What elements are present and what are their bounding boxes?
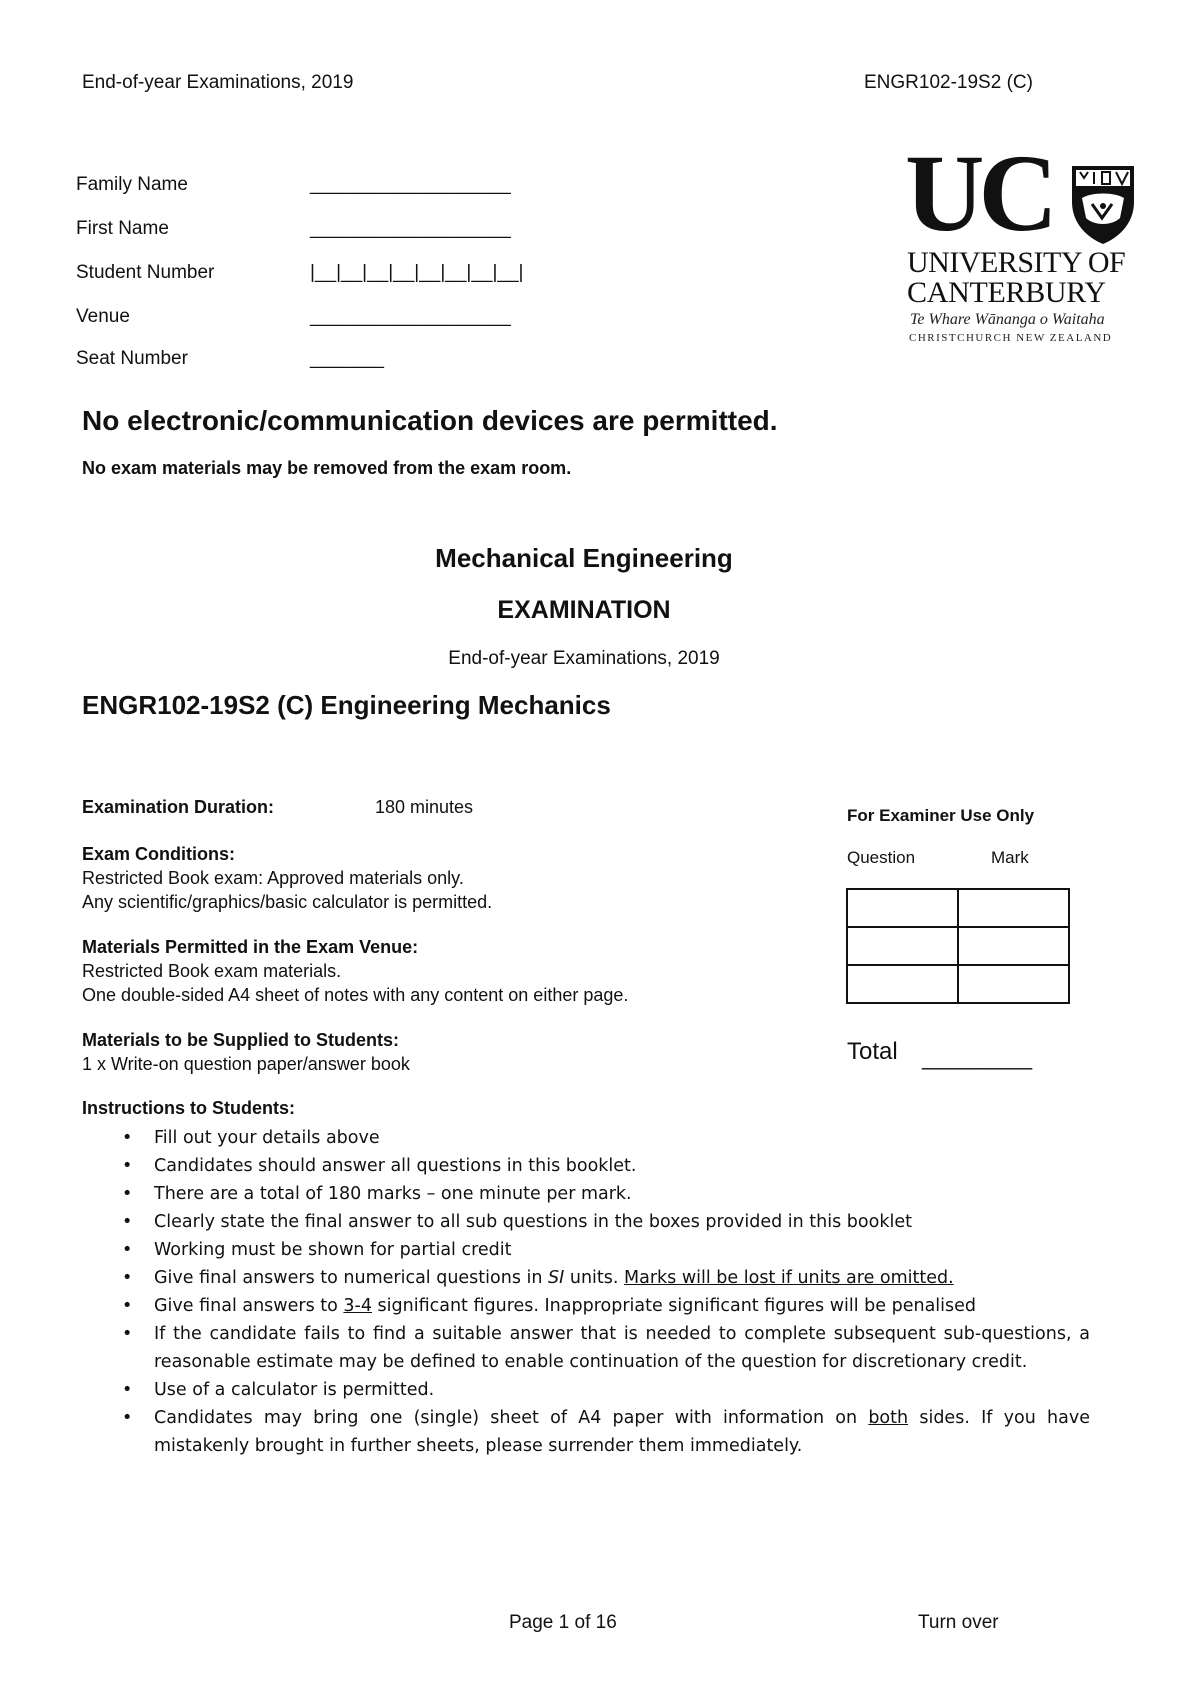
student-number-label: Student Number bbox=[76, 262, 215, 283]
bullet-icon: • bbox=[122, 1324, 133, 1344]
permitted-section bbox=[82, 935, 628, 1007]
duration-label: Examination Duration: bbox=[82, 797, 275, 817]
question-cell bbox=[847, 965, 958, 1003]
conditions-section bbox=[82, 842, 492, 914]
question-cell bbox=[847, 889, 958, 927]
conditions-line: Any scientific/graphics/basic calculator is permitted. bbox=[82, 892, 493, 912]
student-number-field: |__|__|__|__|__|__|__|__| bbox=[310, 262, 524, 283]
university-logo bbox=[905, 132, 1145, 350]
question-column-header: Question bbox=[847, 848, 916, 867]
supplied-label: Materials to be Supplied to Students: bbox=[82, 1030, 400, 1050]
bullet-icon: • bbox=[122, 1268, 133, 1288]
permitted-line: Restricted Book exam materials. bbox=[82, 961, 342, 981]
list-item bbox=[122, 1124, 1090, 1152]
family-name-field: ___________________ bbox=[310, 174, 511, 195]
list-item bbox=[122, 1236, 1090, 1264]
bullet-icon: • bbox=[122, 1296, 133, 1316]
list-item bbox=[122, 1152, 1090, 1180]
total-line: _________ bbox=[922, 1045, 1033, 1070]
course-title: ENGR102-19S2 (C) Engineering Mechanics bbox=[82, 690, 611, 720]
instruction-text: significant figures. Inappropriate significant figures will be penalised bbox=[371, 1296, 977, 1316]
bullet-icon: • bbox=[122, 1128, 133, 1148]
bullet-icon: • bbox=[122, 1380, 133, 1400]
seat-number-label: Seat Number bbox=[76, 348, 188, 369]
table-row bbox=[847, 927, 1069, 965]
list-item bbox=[122, 1320, 1090, 1376]
permitted-line: One double-sided A4 sheet of notes with any content on either page. bbox=[82, 985, 629, 1005]
si-unit-text: SI bbox=[548, 1268, 565, 1288]
bullet-icon: • bbox=[122, 1212, 133, 1232]
list-item bbox=[122, 1264, 1090, 1292]
conditions-line: Restricted Book exam: Approved materials only. bbox=[82, 868, 464, 888]
venue-label: Venue bbox=[76, 306, 130, 327]
units-warning: Marks will be lost if units are omitted. bbox=[624, 1268, 954, 1288]
total-label: Total bbox=[847, 1038, 898, 1065]
devices-notice: No electronic/communication devices are permitted. bbox=[82, 405, 778, 436]
permitted-label: Materials Permitted in the Exam Venue: bbox=[82, 937, 419, 957]
logo-line-canterbury: CANTERBURY bbox=[907, 276, 1106, 309]
turn-over: Turn over bbox=[918, 1612, 999, 1633]
list-item bbox=[122, 1292, 1090, 1320]
instruction-text: units. bbox=[564, 1268, 625, 1288]
first-name-label: First Name bbox=[76, 218, 169, 239]
supplied-section bbox=[82, 1028, 410, 1076]
venue-field: ___________________ bbox=[310, 306, 511, 327]
list-item bbox=[122, 1404, 1090, 1460]
instruction-text: sides. If you have mistakenly brought in further sheets, please surrender them immediately. bbox=[154, 1408, 1090, 1456]
mark-column-header: Mark bbox=[991, 848, 1029, 867]
crest-icon bbox=[1068, 162, 1138, 246]
bullet-icon: • bbox=[122, 1240, 133, 1260]
both-sides-emphasis: both bbox=[868, 1408, 909, 1428]
instruction-text: Fill out your details above bbox=[154, 1128, 380, 1148]
header-session: End-of-year Examinations, 2019 bbox=[82, 72, 354, 93]
instruction-text: If the candidate fails to find a suitable answer that is needed to complete subsequent sub-questions, a reasonable estimate may be defined to enable continuation of the question for discretionary credit. bbox=[154, 1324, 1090, 1372]
logo-maori-name: Te Whare Wānanga o Waitaha bbox=[910, 311, 1105, 328]
table-row bbox=[847, 889, 1069, 927]
sig-fig-range: 3-4 bbox=[343, 1296, 372, 1316]
instruction-text: There are a total of 180 marks – one minute per mark. bbox=[154, 1184, 632, 1204]
logo-line-university: UNIVERSITY OF bbox=[907, 246, 1126, 279]
instruction-text: Give final answers to numerical questions in bbox=[154, 1268, 549, 1288]
instruction-text: Candidates may bring one (single) sheet of A4 paper with information on bbox=[154, 1408, 869, 1428]
department-title: Mechanical Engineering bbox=[435, 543, 733, 573]
family-name-label: Family Name bbox=[76, 174, 188, 195]
bullet-icon: • bbox=[122, 1184, 133, 1204]
instruction-text: Working must be shown for partial credit bbox=[154, 1240, 512, 1260]
duration-value: 180 minutes bbox=[375, 797, 474, 817]
examiner-box-title: For Examiner Use Only bbox=[847, 806, 1035, 825]
supplied-line: 1 x Write-on question paper/answer book bbox=[82, 1054, 410, 1074]
list-item bbox=[122, 1180, 1090, 1208]
instruction-text: Use of a calculator is permitted. bbox=[154, 1380, 435, 1400]
mark-cell bbox=[958, 965, 1069, 1003]
instruction-text: Clearly state the final answer to all sub questions in the boxes provided in this booklet bbox=[154, 1212, 912, 1232]
instruction-text: Give final answers to bbox=[154, 1296, 344, 1316]
bullet-icon: • bbox=[122, 1408, 133, 1428]
first-name-field: ___________________ bbox=[310, 218, 511, 239]
exam-title: EXAMINATION bbox=[497, 596, 671, 624]
seat-number-field: _______ bbox=[310, 348, 384, 369]
question-cell bbox=[847, 927, 958, 965]
list-item bbox=[122, 1208, 1090, 1236]
session-title: End-of-year Examinations, 2019 bbox=[448, 648, 720, 669]
instructions-title: Instructions to Students: bbox=[82, 1098, 295, 1118]
logo-uc-letters: UC bbox=[905, 132, 1052, 254]
instruction-text: Candidates should answer all questions in this booklet. bbox=[154, 1156, 637, 1176]
page-number: Page 1 of 16 bbox=[509, 1612, 617, 1633]
mark-cell bbox=[958, 889, 1069, 927]
list-item bbox=[122, 1376, 1090, 1404]
materials-notice: No exam materials may be removed from the exam room. bbox=[82, 458, 572, 478]
header-course-code: ENGR102-19S2 (C) bbox=[864, 72, 1033, 93]
duration-row bbox=[82, 795, 474, 819]
mark-cell bbox=[958, 927, 1069, 965]
table-row bbox=[847, 965, 1069, 1003]
instructions-list bbox=[122, 1124, 1090, 1460]
conditions-label: Exam Conditions: bbox=[82, 844, 236, 864]
bullet-icon: • bbox=[122, 1156, 133, 1176]
marks-table bbox=[846, 888, 1070, 1004]
logo-city: CHRISTCHURCH NEW ZEALAND bbox=[909, 332, 1113, 344]
